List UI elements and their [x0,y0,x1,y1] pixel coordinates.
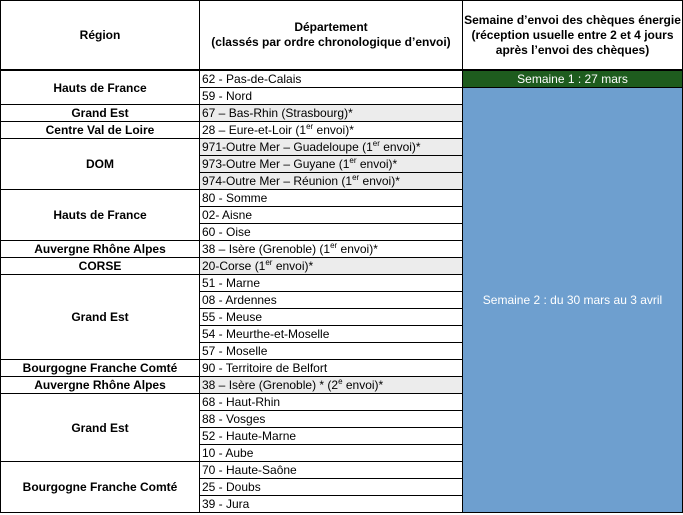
department-label: 10 - Aube [202,446,254,460]
header-bottom-border-double [0,70,683,71]
department-label: 57 - Moselle [202,344,268,358]
region-cell [1,139,199,189]
department-label-suffix: envoi)* [272,259,314,273]
department-label: 39 - Jura [202,497,250,511]
department-row-divider [199,512,463,513]
department-ordinal-sup: er [306,122,314,131]
department-label-suffix: envoi)* [356,157,398,171]
week-label: Semaine 1 : 27 mars [517,72,628,86]
department-cell [200,292,462,308]
department-label: 971-Outre Mer – Guadeloupe (1 [202,140,373,154]
department-label: 51 - Marne [202,276,261,290]
department-label: 38 – Isère (Grenoble) * (2 [202,378,339,392]
region-label: Grand Est [71,420,129,435]
department-ordinal-sup: er [372,139,380,148]
department-label: 02- Aisne [202,208,253,222]
department-cell [200,190,462,206]
department-label: 70 - Haute-Saône [202,463,297,477]
region-label: Hauts de France [53,80,147,95]
header-department-title: Département [294,20,368,34]
department-cell [200,343,462,359]
region-label: Centre Val de Loire [45,123,155,137]
department-label: 68 - Haut-Rhin [202,395,281,409]
department-cell [200,462,462,478]
department-cell [200,496,462,512]
region-label: DOM [86,157,114,171]
header-week-title: Semaine d’envoi des chèques énergie [464,12,681,27]
department-label: 67 – Bas-Rhin (Strasbourg)* [202,106,353,120]
department-label: 25 - Doubs [202,480,261,494]
region-label: CORSE [78,259,122,273]
region-cell [1,190,199,240]
column-divider-region [199,0,200,513]
department-cell [200,71,462,87]
region-row-divider [0,512,200,513]
region-cell [1,122,199,138]
department-label: 974-Outre Mer – Réunion (1 [202,174,353,188]
region-label: Hauts de France [53,208,147,222]
region-label: Grand Est [71,310,129,324]
department-cell [200,275,462,291]
region-cell [1,462,199,512]
department-ordinal-sup: e [338,377,343,386]
header-week-subtitle-2: après l’envoi des chèques) [495,42,650,57]
region-cell [1,360,199,376]
department-label: 52 - Haute-Marne [202,429,297,443]
department-label: 54 - Meurthe-et-Moselle [202,327,330,341]
department-label-suffix: envoi)* [359,174,400,188]
header-region [1,1,199,69]
department-label-suffix: envoi)* [379,140,421,154]
department-label: 59 - Nord [202,89,253,103]
region-cell [1,275,199,359]
department-cell [200,139,462,155]
department-label: 08 - Ardennes [202,293,277,307]
region-cell [1,394,199,461]
department-label: 80 - Somme [202,191,268,205]
department-cell [200,377,462,393]
department-ordinal-sup: er [352,173,360,182]
column-divider-department [462,0,463,513]
department-cell [200,411,462,427]
week-cell [463,71,682,87]
header-region-label: Région [79,27,121,42]
region-cell [1,241,199,257]
department-cell [200,394,462,410]
region-label: Auvergne Rhône Alpes [34,242,166,256]
department-label: 62 - Pas-de-Calais [202,72,302,86]
department-cell [200,445,462,461]
department-cell [200,241,462,257]
region-cell [1,377,199,393]
header-week [463,1,682,69]
department-cell [200,207,462,223]
department-label-suffix: envoi)* [337,242,378,256]
week-cell [463,88,682,512]
region-cell [1,258,199,274]
region-label: Grand Est [71,106,129,120]
department-label: 973-Outre Mer – Guyane (1 [202,157,350,171]
department-label: 60 - Oise [202,225,251,239]
department-label: 88 - Vosges [202,412,266,426]
department-cell [200,105,462,121]
department-label: 55 - Meuse [202,310,263,324]
week-label: Semaine 2 : du 30 mars au 3 avril [482,293,663,307]
department-label-suffix: envoi)* [342,378,384,392]
department-cell [200,88,462,104]
department-label-suffix: envoi)* [313,123,354,137]
week-row-divider [462,512,683,513]
region-label: Bourgogne Franche Comté [22,361,178,375]
department-cell [200,360,462,376]
department-label: 90 - Territoire de Belfort [202,361,328,375]
department-cell [200,156,462,172]
header-department [200,1,462,69]
region-cell [1,71,199,104]
region-cell [1,105,199,121]
department-cell [200,122,462,138]
department-ordinal-sup: er [349,156,357,165]
department-label: 38 – Isère (Grenoble) (1 [202,242,331,256]
department-ordinal-sup: er [330,241,338,250]
region-label: Bourgogne Franche Comté [22,480,178,494]
department-cell [200,428,462,444]
department-cell [200,326,462,342]
department-cell [200,258,462,274]
department-cell [200,479,462,495]
department-ordinal-sup: er [265,258,273,267]
table-top-border [0,0,683,1]
header-department-subtitle: (classés par ordre chronologique d’envoi) [211,35,451,49]
header-week-subtitle-1: (réception usuelle entre 2 et 4 jours [471,27,674,42]
department-cell [200,173,462,189]
department-label: 28 – Eure-et-Loir (1 [202,123,307,137]
region-label: Auvergne Rhône Alpes [34,378,166,392]
department-label: 20-Corse (1 [202,259,266,273]
department-cell [200,224,462,240]
department-cell [200,309,462,325]
table-left-border [0,0,1,513]
